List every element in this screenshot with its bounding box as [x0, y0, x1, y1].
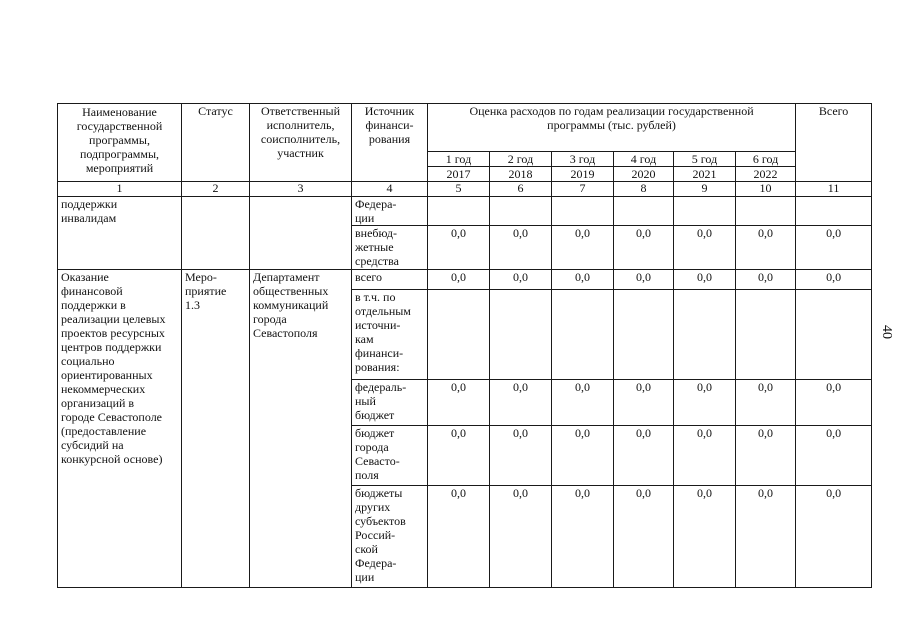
header-responsible: Ответственный исполнитель, соисполнитель, участник	[250, 104, 352, 182]
source-cell: федераль- ный бюджет	[352, 380, 428, 426]
value-cell: 0,0	[736, 270, 796, 290]
source-cell: внебюд- жетные средства	[352, 226, 428, 270]
header-source: Источник финанси- рования	[352, 104, 428, 182]
total-cell: 0,0	[796, 380, 872, 426]
col-number-10: 10	[736, 182, 796, 197]
value-cell: 0,0	[674, 486, 736, 588]
value-cell: 0,0	[674, 226, 736, 270]
source-cell: бюджеты других субъектов Россий- ской Федера- ции	[352, 486, 428, 588]
value-cell	[736, 290, 796, 380]
col-number-6: 6	[490, 182, 552, 197]
total-cell	[796, 290, 872, 380]
value-cell: 0,0	[614, 486, 674, 588]
header-total: Всего	[796, 104, 872, 182]
value-cell: 0,0	[736, 226, 796, 270]
value-cell: 0,0	[674, 380, 736, 426]
col-number-7: 7	[552, 182, 614, 197]
year-value-2: 2018	[490, 167, 552, 182]
year-label-6: 6 год	[736, 152, 796, 167]
value-cell	[736, 197, 796, 226]
measure-status: Меро- приятие 1.3	[182, 270, 250, 588]
value-cell	[428, 197, 490, 226]
year-value-5: 2021	[674, 167, 736, 182]
total-cell: 0,0	[796, 486, 872, 588]
total-cell: 0,0	[796, 426, 872, 486]
year-value-4: 2020	[614, 167, 674, 182]
value-cell: 0,0	[490, 426, 552, 486]
header-estimate: Оценка расходов по годам реализации государственной программы (тыс. рублей)	[428, 104, 796, 152]
value-cell: 0,0	[552, 426, 614, 486]
value-cell: 0,0	[736, 380, 796, 426]
col-number-4: 4	[352, 182, 428, 197]
table-row	[58, 270, 872, 290]
value-cell: 0,0	[614, 380, 674, 426]
value-cell: 0,0	[674, 270, 736, 290]
col-number-2: 2	[182, 182, 250, 197]
value-cell	[614, 197, 674, 226]
col-number-11: 11	[796, 182, 872, 197]
source-cell: в т.ч. по отдельным источни- кам финанси- рования:	[352, 290, 428, 380]
value-cell: 0,0	[428, 486, 490, 588]
value-cell: 0,0	[428, 270, 490, 290]
col-number-1: 1	[58, 182, 182, 197]
page-number: 40	[879, 325, 894, 339]
value-cell	[674, 290, 736, 380]
year-label-3: 3 год	[552, 152, 614, 167]
year-label-5: 5 год	[674, 152, 736, 167]
budget-table	[57, 103, 872, 588]
value-cell: 0,0	[552, 226, 614, 270]
col-number-8: 8	[614, 182, 674, 197]
value-cell: 0,0	[614, 226, 674, 270]
year-value-1: 2017	[428, 167, 490, 182]
continuation-status	[182, 197, 250, 270]
year-value-6: 2022	[736, 167, 796, 182]
value-cell: 0,0	[490, 226, 552, 270]
source-cell: всего	[352, 270, 428, 290]
value-cell	[428, 290, 490, 380]
col-number-5: 5	[428, 182, 490, 197]
measure-responsible: Департамент общественных коммуникаций города Севастополя	[250, 270, 352, 588]
value-cell: 0,0	[490, 270, 552, 290]
col-number-3: 3	[250, 182, 352, 197]
total-cell	[796, 197, 872, 226]
year-label-4: 4 год	[614, 152, 674, 167]
value-cell: 0,0	[552, 270, 614, 290]
header-status: Статус	[182, 104, 250, 182]
value-cell	[614, 290, 674, 380]
continuation-responsible	[250, 197, 352, 270]
continuation-name: поддержки инвалидам	[58, 197, 182, 270]
value-cell: 0,0	[614, 426, 674, 486]
measure-name: Оказание финансовой поддержки в реализации целевых проектов ресурсных центров поддержки социально ориентированных некоммерческих организаций в городе Севастополе (предоставление субсидий на конкурсной основе)	[58, 270, 182, 588]
value-cell: 0,0	[552, 486, 614, 588]
value-cell	[674, 197, 736, 226]
source-cell: Федера- ции	[352, 197, 428, 226]
header-name: Наименование государственной программы, подпрограммы, мероприятий	[58, 104, 182, 182]
value-cell	[490, 290, 552, 380]
total-cell: 0,0	[796, 226, 872, 270]
value-cell: 0,0	[736, 426, 796, 486]
col-number-9: 9	[674, 182, 736, 197]
year-label-1: 1 год	[428, 152, 490, 167]
value-cell: 0,0	[428, 426, 490, 486]
year-label-2: 2 год	[490, 152, 552, 167]
total-cell: 0,0	[796, 270, 872, 290]
value-cell	[552, 290, 614, 380]
value-cell: 0,0	[674, 426, 736, 486]
table-row	[58, 197, 872, 226]
value-cell: 0,0	[490, 380, 552, 426]
value-cell: 0,0	[614, 270, 674, 290]
value-cell: 0,0	[428, 226, 490, 270]
value-cell: 0,0	[428, 380, 490, 426]
value-cell: 0,0	[490, 486, 552, 588]
value-cell: 0,0	[736, 486, 796, 588]
value-cell: 0,0	[552, 380, 614, 426]
value-cell	[490, 197, 552, 226]
year-value-3: 2019	[552, 167, 614, 182]
source-cell: бюджет города Севасто- поля	[352, 426, 428, 486]
value-cell	[552, 197, 614, 226]
